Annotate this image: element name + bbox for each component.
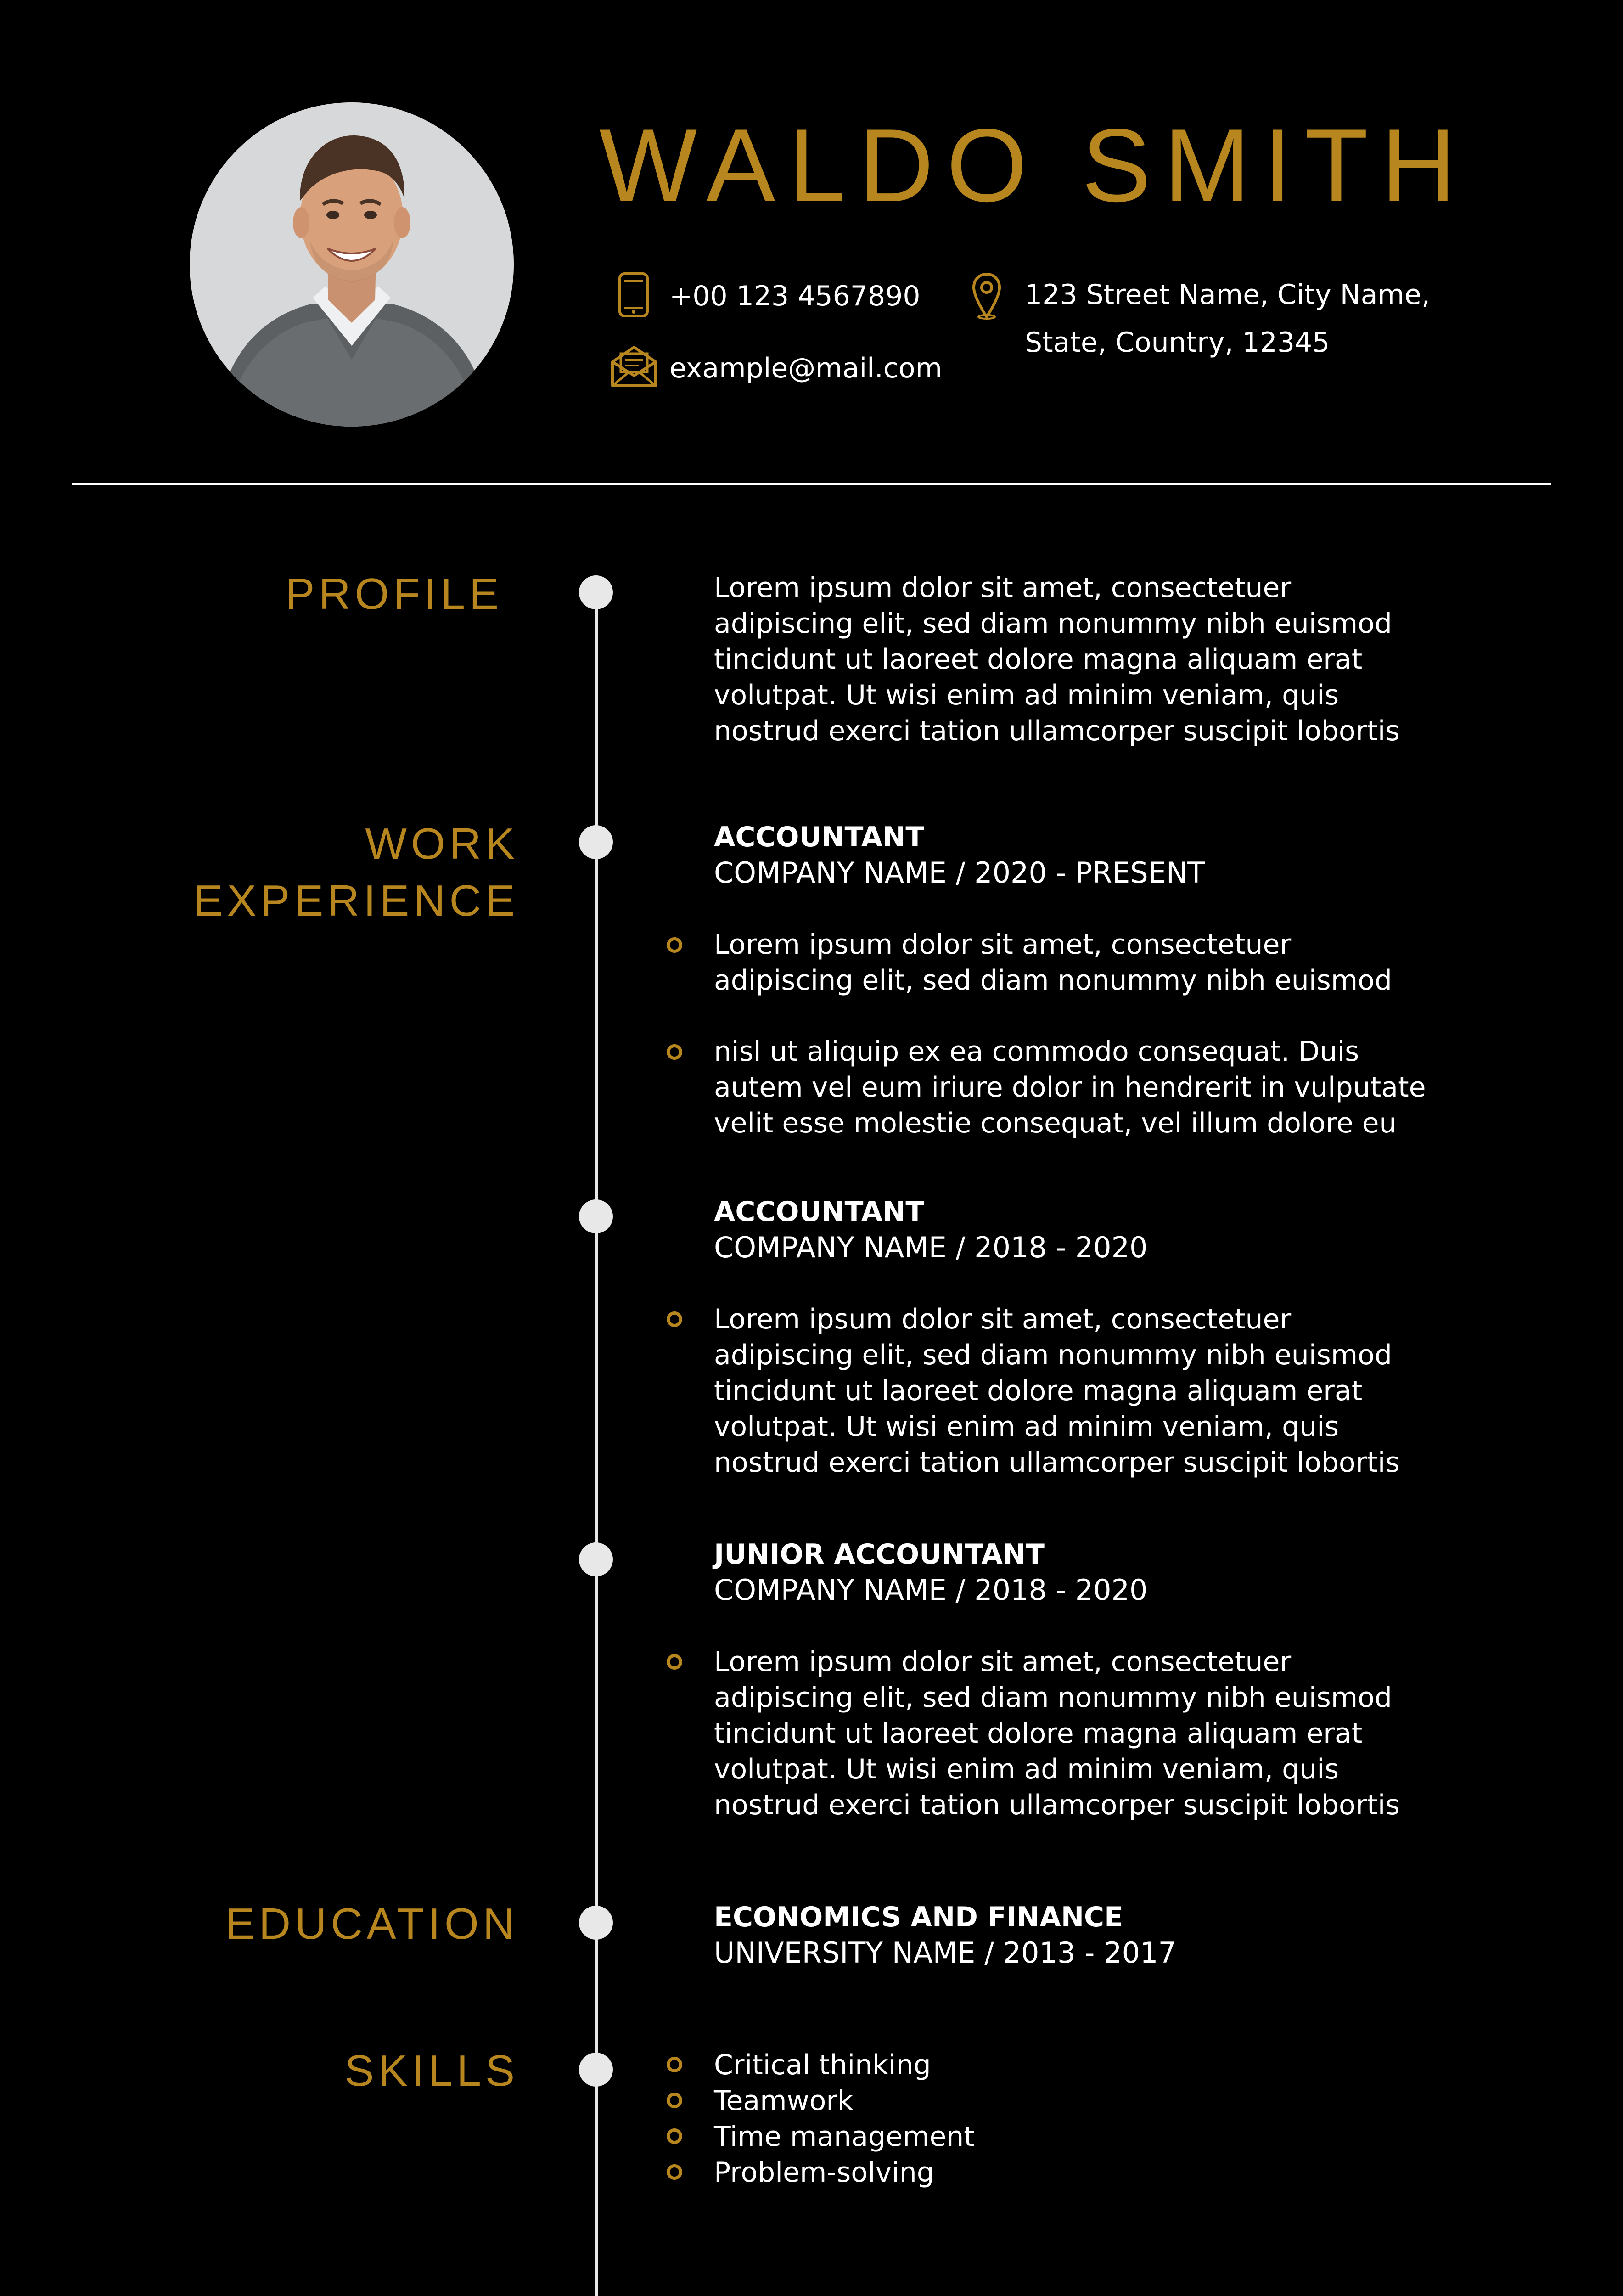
section-title-work-experience [0,816,519,929]
section-title-profile: PROFILE [285,569,503,619]
phone-icon [618,272,649,320]
text-line: nostrud exerci tation ullamcorper suscipit lobortis [714,715,1400,747]
text-line: adipiscing elit, sed diam nonummy nibh euismod [714,1682,1392,1714]
skill-item: Teamwork [714,2085,854,2117]
job-company: COMPANY NAME / 2018 - 2020 [714,1231,1148,1264]
skill-item: Problem-solving [714,2156,934,2189]
job-bullet-text [714,1301,1494,1480]
timeline-node-education [579,1906,613,1940]
text-line: Lorem ipsum dolor sit amet, consectetuer [714,929,1292,961]
text-line: adipiscing elit, sed diam nonummy nibh euismod [714,964,1392,996]
section-title-line: WORK [365,819,519,868]
job-title: ACCOUNTANT [714,821,925,853]
skill-item: Time management [714,2121,975,2153]
bullet-icon [667,1044,682,1060]
education-school: UNIVERSITY NAME / 2013 - 2017 [714,1936,1176,1970]
phone-number[interactable]: +00 123 4567890 [669,280,921,312]
text-line: adipiscing elit, sed diam nonummy nibh euismod [714,1339,1392,1371]
bullet-icon [667,2164,682,2180]
text-line: tincidunt ut laoreet dolore magna aliquam erat [714,1717,1363,1750]
address-line-1: 123 Street Name, City Name, [1025,279,1430,311]
bullet-icon [667,1311,682,1327]
section-title-line: EXPERIENCE [193,876,519,925]
envelope-icon [610,345,658,389]
job-title: ACCOUNTANT [714,1196,925,1228]
text-line: volutpat. Ut wisi enim ad minim veniam, quis [714,1411,1339,1443]
timeline-node-work-1 [579,825,613,859]
timeline-node-work-2 [579,1199,613,1233]
email-address[interactable]: example@mail.com [669,352,943,384]
text-line: volutpat. Ut wisi enim ad minim veniam, quis [714,679,1339,711]
text-line: nostrud exerci tation ullamcorper suscipit lobortis [714,1446,1400,1479]
text-line: volutpat. Ut wisi enim ad minim veniam, quis [714,1753,1339,1785]
text-line: tincidunt ut laoreet dolore magna aliquam erat [714,643,1363,675]
text-line: adipiscing elit, sed diam nonummy nibh euismod [714,608,1392,640]
education-degree: ECONOMICS AND FINANCE [714,1901,1123,1933]
address-line-2: State, Country, 12345 [1025,326,1330,359]
location-pin-icon [972,272,1002,321]
text-line: nisl ut aliquip ex ea commodo consequat. Duis [714,1035,1359,1068]
bullet-icon [667,937,682,953]
person-photo-illustration [190,102,514,427]
bullet-icon [667,2057,682,2072]
job-bullet-text [714,1644,1494,1823]
bullet-icon [667,2093,682,2108]
header-divider [72,483,1551,485]
job-company: COMPANY NAME / 2020 - PRESENT [714,856,1205,889]
profile-photo [190,102,514,427]
text-line: autem vel eum iriure dolor in hendrerit in vulputate [714,1071,1426,1103]
bullet-icon [667,2128,682,2144]
bullet-icon [667,1654,682,1670]
text-line: velit esse molestie consequat, vel illum dolore eu [714,1107,1397,1139]
timeline-node-profile [579,575,613,609]
text-line: Lorem ipsum dolor sit amet, consectetuer [714,1646,1292,1678]
skill-item: Critical thinking [714,2049,931,2081]
text-line: Lorem ipsum dolor sit amet, consectetuer [714,572,1292,604]
timeline-node-work-3 [579,1542,613,1576]
text-line: Lorem ipsum dolor sit amet, consectetuer [714,1303,1292,1335]
text-line: tincidunt ut laoreet dolore magna aliquam erat [714,1375,1363,1407]
job-bullet-text [714,1034,1494,1141]
job-title: JUNIOR ACCOUNTANT [714,1538,1045,1570]
text-line: nostrud exerci tation ullamcorper suscipit lobortis [714,1789,1400,1821]
person-name: WALDO SMITH [599,107,1469,223]
job-bullet-text [714,927,1494,998]
timeline-node-skills [579,2053,613,2087]
job-company: COMPANY NAME / 2018 - 2020 [714,1573,1148,1607]
section-title-skills: SKILLS [344,2046,519,2095]
section-title-education: EDUCATION [225,1899,519,1948]
profile-text [714,570,1494,749]
